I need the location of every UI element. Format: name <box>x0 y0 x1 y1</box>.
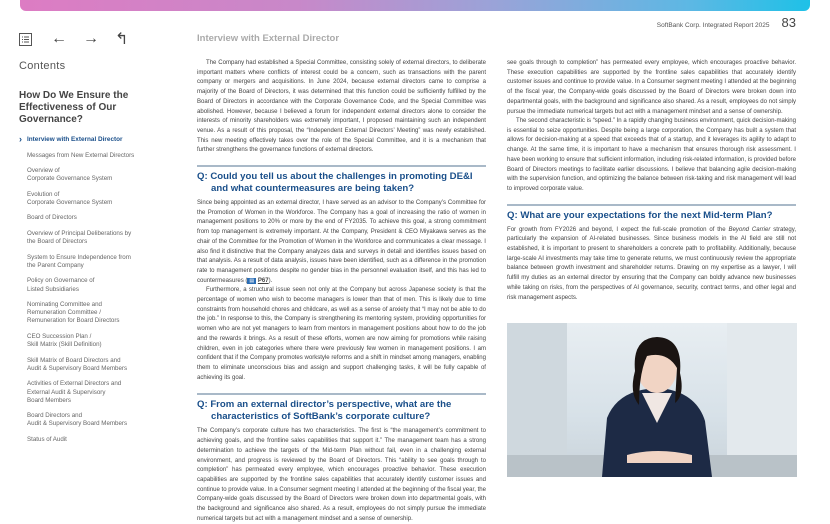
toc-item[interactable]: Evolution of Corporate Governance System <box>27 190 113 206</box>
return-icon[interactable]: ↰ <box>115 31 129 48</box>
section-title: How Do We Ensure the Effectiveness of Our Governance? <box>19 90 129 125</box>
emphasis: Beyond Carrier <box>728 226 771 233</box>
question-heading: Q: What are your expectations for the next Mid-term Plan? <box>507 209 773 221</box>
paragraph <box>507 226 796 304</box>
toc-item[interactable]: Nominating Committee and Remuneration Committee / Remuneration for Board Directors <box>27 301 120 325</box>
toc-icon[interactable] <box>19 31 51 47</box>
page-ref-icon[interactable]: ▤ <box>249 277 255 284</box>
paragraph-text: For growth from FY2026 and beyond, I expect the full-scale promotion of the <box>507 226 729 233</box>
page-title: Interview with External Director <box>197 33 340 44</box>
toc-item[interactable]: Board of Directors <box>27 214 77 222</box>
arrow-left-icon[interactable]: ← <box>51 30 67 47</box>
paragraph: The Company had established a Special Committee, consisting solely of external directors, to deliberate important matters where conflicts of interest could be a concern, such as transactions with the parent company or mergers and acquisitions. In June 2024, because external directors came to comprise a majority of the Board of Directors, it was determined that this function could be sufficiently fulfilled by the Board of Directors in accordance with the Corporate Governance Code, and the Special Committee was abolished. However, because I believed a forum for independent external directors alone to consider the interests of minority shareholders was extremely important, I proposed maintaining such an independent venue. As a result of this proposal, the “Independent External Directors’ Meeting” was newly established. This new meeting effectively takes over the role of the Special Committee, and it is a mechanism that further strengthens the governance functions of external directors. <box>197 60 486 154</box>
column-right <box>507 59 796 303</box>
paragraph-text: Since being appointed as an external director, I have served as an advisor to the Company’s Committee for the Promotion of Women in the Workforce. The Company has a goal of increasing the ratio of women in management positions to 20% or more by the end of FY2035. To achieve this goal, a strong commitment from top management is extremely important. At the Company, President & CEO Miyakawa serves as the chair of the Committee for the Promotion of Women in the Workforce and communicates a clear message. I also find it distinctive that the Company analyzes data and surveys in detail and identifies issues based on that analysis. As a result of data analysis, issues have been identified, such as a difference in the promotion rate to management positions despite no gender bias in the personnel evaluation itself, and this has led to countermeasures ( <box>197 200 486 284</box>
toc-item[interactable]: Overview of Corporate Governance System <box>27 167 113 183</box>
paragraph: Furthermore, a structural issue seen not only at the Company but across Japanese society is that the percentage of women who wish to become managers is lower than that of men. This is likely due to time constraints from household chores and childcare, as well as a sense of anxiety that “I may not be able to do the job.” In response to this, the Company is strengthening its mentoring system, providing opportunities for women who are not yet managers to learn from mentors in management positions about how to do the job and the rewards it brings. As a result of these efforts, women are now aiming for promotions while raising children, even in job categories where there were previously few women in management positions. I am confident that if the Company promotes workstyle reforms and a shift in mindset among managers, enabling them to eliminate unconscious bias and assign and support challenging tasks, it will be fully capable of achieving its goal. <box>197 287 486 381</box>
toc-item[interactable]: System to Ensure Independence from the Parent Company <box>27 253 131 269</box>
page-ref-link[interactable]: P67 <box>257 277 269 284</box>
question-heading: Q: From an external director’s perspective, what are the characteristics of SoftBank’s corporate culture? <box>197 399 452 423</box>
sidebar <box>0 0 190 499</box>
question-heading: Q: Could you tell us about the challenges in promoting DE&I and what countermeasures are being taken? <box>197 171 473 195</box>
director-portrait-photo <box>507 323 797 477</box>
toc-item[interactable]: Board Directors and Audit & Supervisory Board Members <box>27 412 128 428</box>
paragraph: The Company’s corporate culture has two characteristics. The first is “the management’s commitment to achieving goals, and the frontline sales capabilities that support it.” The management team has a strong determination to achieve the targets of the Mid-term Plan without fail, even in a challenging external environment, and progress is reviewed by the Board of Directors. This “ability to see goals through to completion” has permeated every employee, which encourages proactive behavior. These execution capabilities are supported by the frontline sales capabilities that accurately identify customer issues and continue to provide value. In a Consumer segment meeting I attended at the beginning of the fiscal year, the Company-wide goals discussed by the Board of Directors were broken down into departmental goals, with the background and significance also shared. As a result, employees do not simply pursue the immediate numerical targets but act with a management mindset and a sense of ownership. <box>197 428 486 522</box>
arrow-right-icon[interactable]: → <box>83 30 99 47</box>
toc-item[interactable]: CEO Succession Plan / Skill Matrix (Skill Definition) <box>27 332 102 349</box>
page-number: 83 <box>781 15 796 30</box>
toc-item[interactable]: Policy on Governance of Listed Subsidiaries <box>27 277 95 293</box>
divider <box>197 165 486 167</box>
toc-item[interactable]: Activities of External Directors and External Audit & Supervisory Board Members <box>27 380 122 404</box>
toc-item-interview[interactable]: › Interview with External Director <box>19 136 189 144</box>
toc-item[interactable]: Overview of Principal Deliberations by the Board of Directors <box>27 229 132 246</box>
divider <box>197 393 486 395</box>
paragraph-continuation: see goals through to completion” has permeated every employee, which encourages proactive behavior. These execution capabilities are supported by the frontline sales capabilities that accurately identify customer issues and continue to provide value. In a Consumer segment meeting I attended at the beginning of the fiscal year, the Company-wide goals discussed by the Board of Directors were broken down into departmental goals, with the background and significance also shared. As a result, employees do not simply pursue the immediate numerical targets but act with a management mindset and a sense of ownership. <box>507 60 796 115</box>
divider <box>507 204 796 206</box>
page-header <box>657 15 796 30</box>
contents-label: Contents <box>19 60 66 72</box>
paragraph: The second characteristic is “speed.” In a rapidly changing business environment, quick decision-making is essential to seize opportunities. Despite being a large corporation, the Company has built a system that allows for decision-making at a speed that exceeds that of a startup, and it leverages its agility to adapt to change. At the same time, it is important to have a mechanism that ensures thorough risk assessment. I have been working to ensure that sufficient information, including risk-related information, is provided before Board of Directors meetings to facilitate earlier discussions. I believe that balancing agile decision-making with the supervision function, and optimizing the balance between risk-taking and risk management will lead to improved corporate value. <box>507 118 796 192</box>
toc-item[interactable]: Skill Matrix of Board Directors and Audit & Supervisory Board Members <box>27 356 128 372</box>
toc-item[interactable]: Messages from New External Directors <box>27 151 135 159</box>
toc-item[interactable]: Status of Audit <box>27 435 67 443</box>
column-left <box>197 59 486 522</box>
paragraph-text: ). <box>268 277 273 284</box>
paragraph <box>197 199 486 286</box>
paragraph <box>507 59 796 117</box>
report-name: SoftBank Corp. Integrated Report 2025 <box>656 22 770 29</box>
paragraph-text: strategy, particularly the expansion of AI-related businesses. Since business models in the AI field are still not established, it is important to present to shareholders a concrete path to profitability. Additionally, because large-scale AI investments may take time to generate returns, we must continuously review the appropriate balance between growth investment and shareholder returns. Drawing on my expertise as a lawyer, I will fulfill my duties as an external director by ensuring that the Company can boldly advance new businesses while taking on risks, from the perspectives of AI governance, security, contract terms, and other legal and risk management aspects. <box>507 226 797 301</box>
toc-list <box>19 136 189 451</box>
